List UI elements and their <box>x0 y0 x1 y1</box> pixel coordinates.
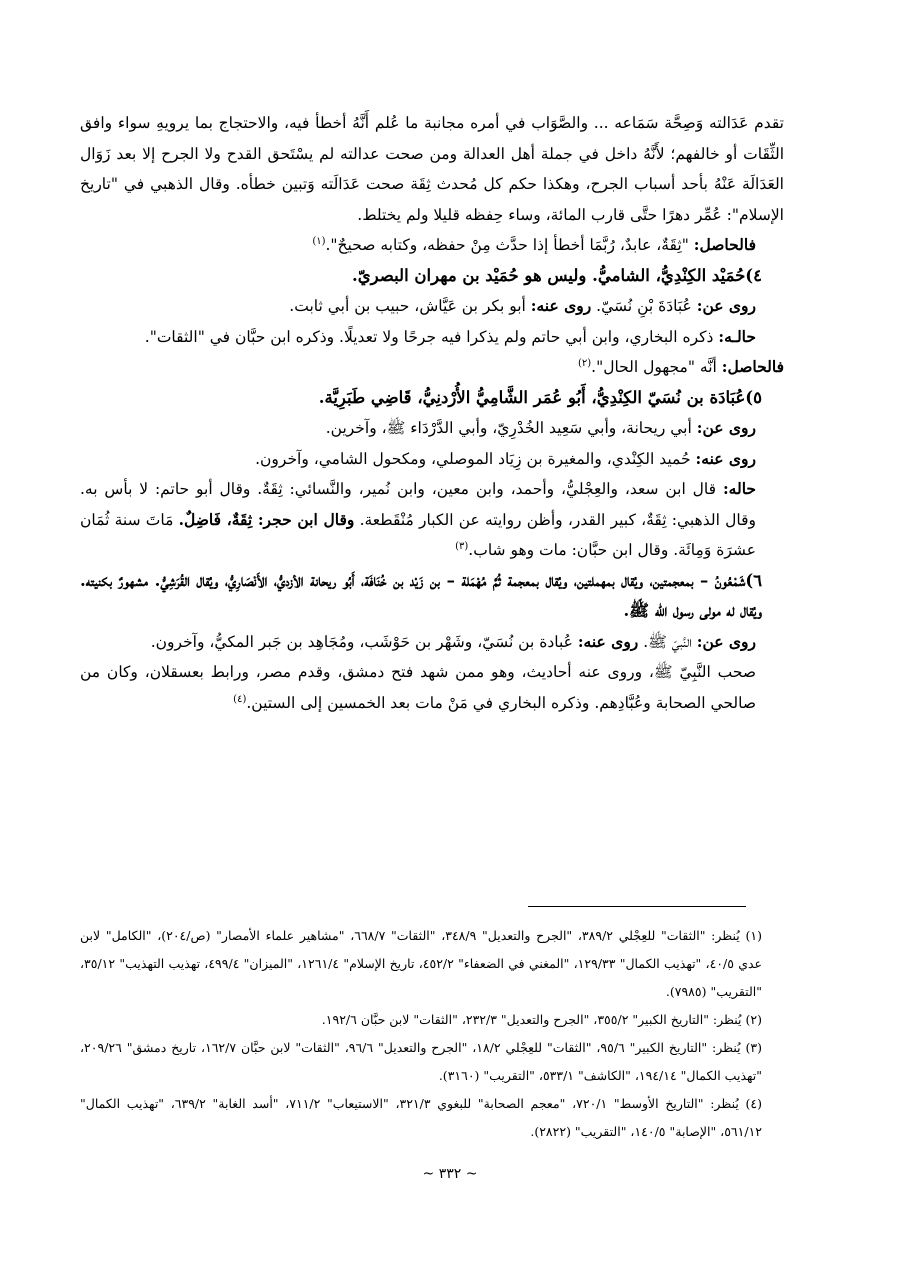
narrated-by-text: حُميد الكِنْدي، والمغيرة بن زِيَاد الموصلي، ومكحول الشامي، وآخرون. <box>255 449 696 468</box>
narrated-from-label: روى عن: <box>696 631 756 651</box>
status-text: ذكره البخاري، وابن أبي حاتم ولم يذكرا فيه جرحًا ولا تعديلًا. وذكره ابن حبَّان في "الثقات". <box>144 327 719 346</box>
narrated-by-text: أبو بكر بن عَيَّاش، حبيب بن أبي ثابت. <box>289 297 531 315</box>
footnote-ref-4: (٤) <box>233 693 247 705</box>
narrated-from-text: النَّبيّ ﷺ. <box>638 632 697 651</box>
status-paragraph-4 <box>80 322 784 353</box>
narrated-from-paragraph-5 <box>80 413 784 444</box>
footnote-2: (٢) يُنظر: "التاريخ الكبير" ٣٥٥/٢، "الجرح والتعديل" ٢٣٢/٣، "الثقات" لابن حبَّان ١٩٢/٦. <box>321 1012 762 1027</box>
status-text-end: مَاتَ سنة ثُمَان عشرَة وَمِائَة. وقال ابن حبَّان: مات وهو شاب. <box>80 510 756 559</box>
narrator-heading-6: ٦)شَمْعُونُ – بمعجمتين، ويُقال بمهملتين، ويُقال بمعجمة ثُمَّ مُهْمَلة – بن زَيْد بن خُنَافَة، أَبُو ريحانة الأزديُّ، الأَنْصَارِيُّ، ويُقال القُرَشِيُّ. مشهورٌ بكنيته. ويُقال له مولى رسول الله ﷺ. <box>80 570 762 620</box>
narrated-from-label: روى عن: <box>696 296 756 315</box>
companion-paragraph <box>80 657 784 718</box>
footnote-ref-3: (٣) <box>455 540 469 552</box>
conclusion-text: "ثِقَةٌ، عابدٌ، رُبَّمَا أخطأ إذا حدَّث مِنْ حفظه، وكتابه صحيحٌ". <box>325 236 694 254</box>
narrated-by-text: عُبادة بن نُسَيّ، وشَهْر بن حَوْشَب، ومُجَاهِد بن جَبر المكيُّ، وآخرون. <box>150 632 578 651</box>
conclusion-paragraph-1 <box>80 230 784 261</box>
narrator-heading-4: ٤)حُمَيْد الكِنْدِيُّ، الشاميُّ. وليس هو حُمَيْد بن مهران البصريّ. <box>352 265 762 285</box>
narrated-paragraph-6 <box>80 627 784 658</box>
ibn-hajar-verdict: وقال ابن حجر: ثِقَةٌ، فَاضِلٌ. <box>178 509 355 529</box>
status-text: قال ابن سعد، والعِجْليُّ، وأحمد، وابن معين، وابن نُمير، والنَّسائي: ثِقَةٌ. وقال أبو حاتم: لا بأس به. وقال الذهبي: ثِقَةٌ، كبير القدر، وأظن روايته عن الكبار مُنْقَطعة. <box>80 480 756 529</box>
narrated-by-paragraph-5 <box>80 444 784 475</box>
footnote-4: (٤) يُنظر: "التاريخ الأوسط" ٧٢٠/١، "معجم الصحابة" للبغوي ٣٢١/٣، "الاستيعاب" ٧١١/٢، "أسد الغابة" ٦٣٩/٢، "تهذيب الكمال" ٥٦١/١٢، "الإصابة" ١٤٠/٥، "التقريب" (٢٨٢٢). <box>80 1096 762 1139</box>
paragraph-continuation: تقدم عَدَالته وَصِحَّة سَمَاعه ... والصَّوَاب في أمره مجانبة ما عُلم أَنَّهُ أخطأ فيه، والاحتجاج بما يرويهِ سواء وافق الثِّقَات أو خالفهم؛ لأَنَّهُ داخل في جملة أهل العدالة ومن صحت عدالته لم يسْتَحق القدح ولا الجرح إلا بعد زَوَال العَدَالَة عَنْهُ بأحد أسباب الجرح، وهكذا حكم كل مُحدث ثِقَة صحت عَدَالَته وَتبين خطأه. وقال الذهبي في "تاريخ الإسلام": عُمِّر دهرًا حتَّى قارب المائة، وساء حِفظه قليلا ولم يختلط. <box>80 114 784 224</box>
conclusion-label: فالحاصل: <box>693 235 756 254</box>
status-paragraph-5 <box>80 474 784 566</box>
conclusion-label: فالحاصل: <box>721 357 784 376</box>
page-number: ~ ٣٣٢ ~ <box>422 1166 478 1182</box>
narrated-from-text: أبي ريحانة، وأبي سَعِيد الخُدْرِيّ، وأبي الدَّرْدَاء ﷺ، وآخرين. <box>325 419 697 437</box>
narrated-by-label: روى عنه: <box>530 296 592 315</box>
narrated-from-text: عُبَادَةَ بْنِ نُسَيّ. <box>591 297 697 315</box>
main-text <box>80 108 784 718</box>
status-label: حاله: <box>722 479 756 498</box>
companion-text: صحب النَّبِيّ ﷺ، وروى عنه أحاديث، وهو ممن شهد فتح دمشق، وقدم مصر، ورابط بعسقلان، وكان من صالحي الصحابة وعُبَّادِهم. وذكره البخاري في مَنْ مات بعد الخمسين إلى الستين. <box>80 663 756 712</box>
footnote-3: (٣) يُنظر: "التاريخ الكبير" ٩٥/٦، "الثقات" للعِجْلي ١٨/٢، "الجرح والتعديل" ٩٦/٦، "الثقات" لابن حبَّان ١٦٢/٧، تاريخ دمشق" ٢٠٩/٢٦، "تهذيب الكمال" ١٩٤/١٤، "الكاشف" ٥٣٣/١، "التقريب" (٣١٦٠). <box>80 1040 762 1083</box>
footnote-ref-1: (١) <box>312 235 326 247</box>
footnote-ref-2: (٢) <box>577 357 592 369</box>
footnote-1: (١) يُنظر: "الثقات" للعِجْلي ٣٨٩/٢، "الجرح والتعديل" ٣٤٨/٩، "الثقات" ٦٦٨/٧، "مشاهير علماء الأمصار" (ص/٢٠٤)، "الكامل" لابن عدي ٤٠/٥، "تهذيب الكمال" ١٢٩/٣٣، "المغني في الضعفاء" ٤٥٢/٢، تاريخ الإسلام" ١٢٦١/٤، "الميزان" ٤٩٩/٤، تهذيب التهذيب" ٣٥/١٢، "التقريب" (٧٩٨٥). <box>80 928 763 999</box>
narrator-heading-5: ٥)عُبَادَة بن نُسَيّ الكِنْدِيُّ، أَبُو عُمَر الشَّامِيُّ الأُرْدنِيُّ، قَاضِي طَبَرِيَّة. <box>318 387 762 407</box>
narrated-by-label: روى عنه: <box>577 631 639 651</box>
conclusion-text: أنَّه "مجهول الحال". <box>591 358 722 376</box>
conclusion-paragraph-2 <box>80 352 784 383</box>
footnote-separator <box>528 906 746 907</box>
status-label: حالـه: <box>718 326 756 346</box>
footnotes <box>80 922 784 1146</box>
narrated-from-label: روى عن: <box>696 418 756 437</box>
narrated-by-label: روى عنه: <box>695 448 756 468</box>
narrated-from-paragraph-4 <box>80 291 784 322</box>
